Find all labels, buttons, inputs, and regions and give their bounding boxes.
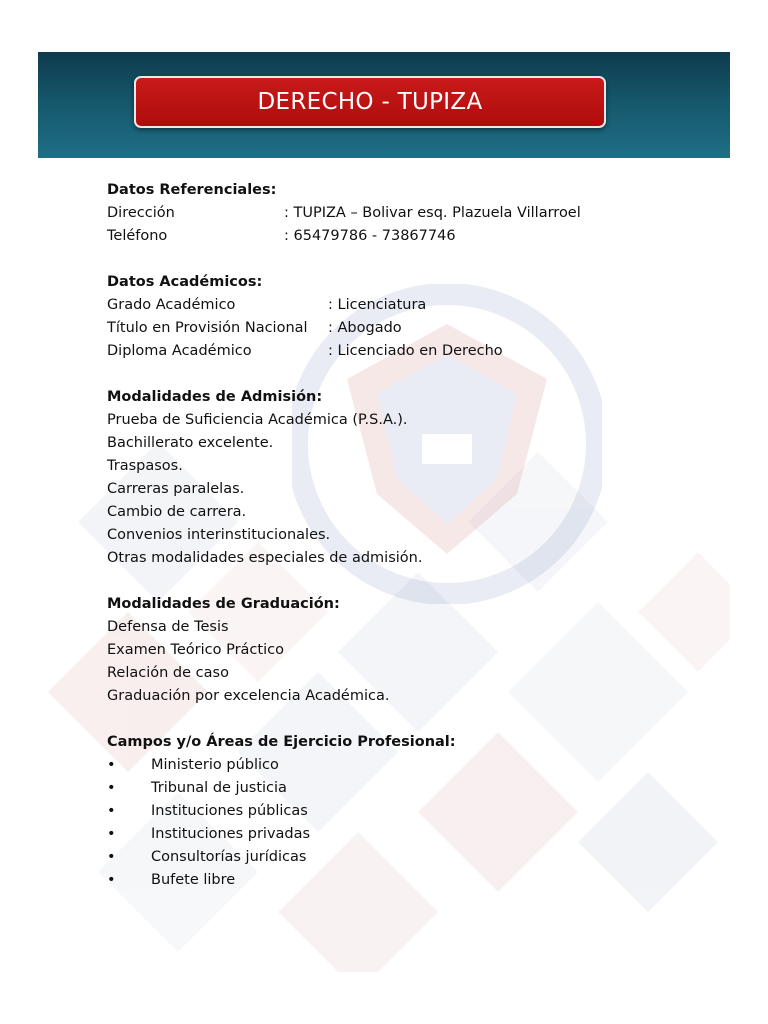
bullet-icon: •	[107, 826, 116, 842]
bullet-item	[107, 777, 707, 800]
section-heading: Datos Académicos:	[107, 274, 263, 290]
section-modalidades-graduacion	[107, 593, 707, 708]
info-row	[107, 202, 707, 225]
field-label: Dirección	[107, 205, 175, 221]
bullet-icon: •	[107, 849, 116, 865]
list-item: Traspasos.	[107, 458, 183, 474]
section-campos-profesionales	[107, 731, 707, 892]
info-row	[107, 317, 707, 340]
section-heading: Datos Referenciales:	[107, 182, 277, 198]
list-item: Cambio de carrera.	[107, 504, 247, 520]
page-header	[38, 52, 730, 158]
field-value: : 65479786 - 73867746	[284, 228, 456, 244]
info-row	[107, 225, 707, 248]
section-datos-referenciales	[107, 179, 707, 248]
field-label: Título en Provisión Nacional	[107, 320, 308, 336]
list-item: Carreras paralelas.	[107, 481, 245, 497]
section-heading: Campos y/o Áreas de Ejercicio Profesional:	[107, 734, 456, 750]
bullet-icon: •	[107, 780, 116, 796]
document-page	[38, 52, 730, 972]
field-value: : TUPIZA – Bolivar esq. Plazuela Villarroel	[284, 205, 581, 221]
list-item: Relación de caso	[107, 665, 229, 681]
section-heading: Modalidades de Admisión:	[107, 389, 323, 405]
bullet-item	[107, 823, 707, 846]
section-datos-academicos	[107, 271, 707, 363]
bullet-text: Bufete libre	[151, 872, 236, 888]
field-label: Teléfono	[107, 228, 168, 244]
bullet-icon: •	[107, 872, 116, 888]
list-item: Graduación por excelencia Académica.	[107, 688, 390, 704]
section-heading: Modalidades de Graduación:	[107, 596, 340, 612]
bullet-icon: •	[107, 803, 116, 819]
field-value: : Licenciado en Derecho	[328, 343, 503, 359]
bullet-text: Consultorías jurídicas	[151, 849, 307, 865]
field-label: Grado Académico	[107, 297, 236, 313]
info-row	[107, 340, 707, 363]
list-item: Bachillerato excelente.	[107, 435, 274, 451]
bullet-item	[107, 846, 707, 869]
list-item: Prueba de Suficiencia Académica (P.S.A.).	[107, 412, 408, 428]
field-value: : Abogado	[328, 320, 402, 336]
bullet-item	[107, 800, 707, 823]
list-item: Defensa de Tesis	[107, 619, 229, 635]
bullet-text: Instituciones públicas	[151, 803, 308, 819]
list-item: Convenios interinstitucionales.	[107, 527, 331, 543]
info-row	[107, 294, 707, 317]
bullet-text: Tribunal de justicia	[151, 780, 287, 796]
bullet-text: Instituciones privadas	[151, 826, 311, 842]
bullet-item	[107, 754, 707, 777]
bullet-icon: •	[107, 757, 116, 773]
bullet-text: Ministerio público	[151, 757, 279, 773]
title-banner	[134, 76, 606, 128]
page-title: DERECHO - TUPIZA	[257, 89, 483, 115]
section-modalidades-admision	[107, 386, 707, 570]
field-label: Diploma Académico	[107, 343, 252, 359]
field-value: : Licenciatura	[328, 297, 427, 313]
list-item: Otras modalidades especiales de admisión.	[107, 550, 423, 566]
bullet-item	[107, 869, 707, 892]
document-content	[107, 179, 707, 915]
list-item: Examen Teórico Práctico	[107, 642, 284, 658]
